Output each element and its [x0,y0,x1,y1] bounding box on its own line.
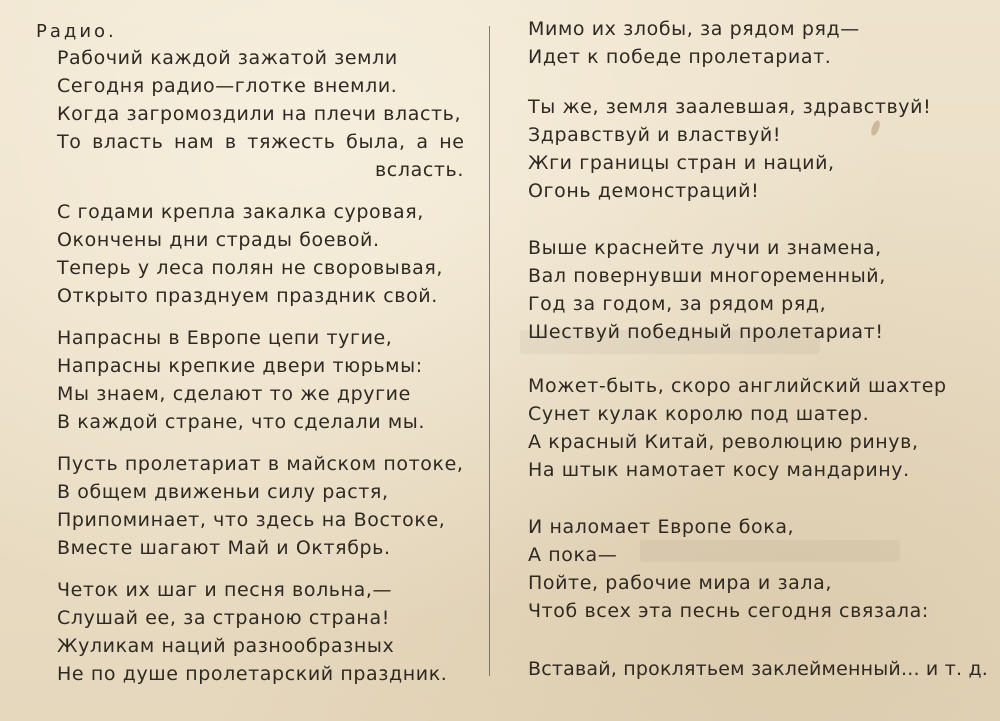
column-divider [489,26,490,676]
poem-line: Мы знаем, сделают то же другие [57,383,411,405]
bleed-through-text [640,540,900,562]
poem-line: Напрасны в Европе цепи тугие, [57,327,393,349]
poem-line: В каждой стране, что сделали мы. [57,411,425,433]
poem-line: Сегодня радио—глотке внемли. [57,75,398,97]
poem-line: С годами крепла закалка суровая, [57,201,424,223]
poem-line: Вал повернувши многоременный, [528,265,886,287]
poem-line: На штык намотает косу мандарину. [528,459,910,481]
poem-line: Открыто празднуем праздник свой. [57,285,438,307]
poem-line: Четок их шаг и песня вольна,— [57,579,393,601]
poem-line: Идет к победе пролетариат. [528,46,832,68]
poem-line: А пока— [528,544,618,566]
poem-line: Теперь у леса полян не своровывая, [57,257,444,279]
poem-line: Огонь демонстраций! [528,180,760,202]
poem-line: Не по душе пролетарский праздник. [57,663,448,685]
poem-line: Окончены дни страды боевой. [57,229,380,251]
poem-line: Год за годом, за рядом ряд, [528,293,827,315]
poem-line: Чтоб всех эта песнь сегодня связала: [528,600,929,622]
poem-line: Ты же, земля заалевшая, здравствуй! [528,96,932,118]
poem-line: Сунет кулак королю под шатер. [528,403,870,425]
poem-line: Может-быть, скоро английский шахтер [528,375,947,397]
poem-line: всласть. [375,159,464,181]
poem-line: Вставай, проклятьем заклейменный... и т. д. [528,658,989,680]
poem-line: Жги границы стран и наций, [528,152,835,174]
poem-line: Слушай ее, за страною страна! [57,607,390,629]
poem-line: Пусть пролетариат в майском потоке, [57,453,464,475]
poem-line: Вместе шагают Май и Октябрь. [57,537,391,559]
poem-line: Когда загромоздили на плечи власть, [57,103,462,125]
poem-line: Пойте, рабочие мира и зала, [528,572,833,594]
poem-line: Шествуй победный пролетариат! [528,321,884,343]
poem-line: Жуликам наций разнообразных [57,635,395,657]
poem-line: То власть нам в тяжесть была, а не [57,131,465,153]
poem-line: Рабочий каждой зажатой земли [57,47,398,69]
poem-line: Напрасны крепкие двери тюрьмы: [57,355,423,377]
poem-line: Припоминает, что здесь на Востоке, [57,509,446,531]
poem-line: А красный Китай, революцию ринув, [528,431,919,453]
ink-smudge [869,119,881,136]
poem-line: В общем движеньи силу растя, [57,481,389,503]
poem-line: Мимо их злобы, за рядом ряд— [528,18,860,40]
poem-line: Здравствуй и властвуй! [528,124,782,146]
poem-line: И наломает Европе бока, [528,516,795,538]
poem-line: Выше краснейте лучи и знамена, [528,237,882,259]
poem-title: Радио. [36,21,117,42]
